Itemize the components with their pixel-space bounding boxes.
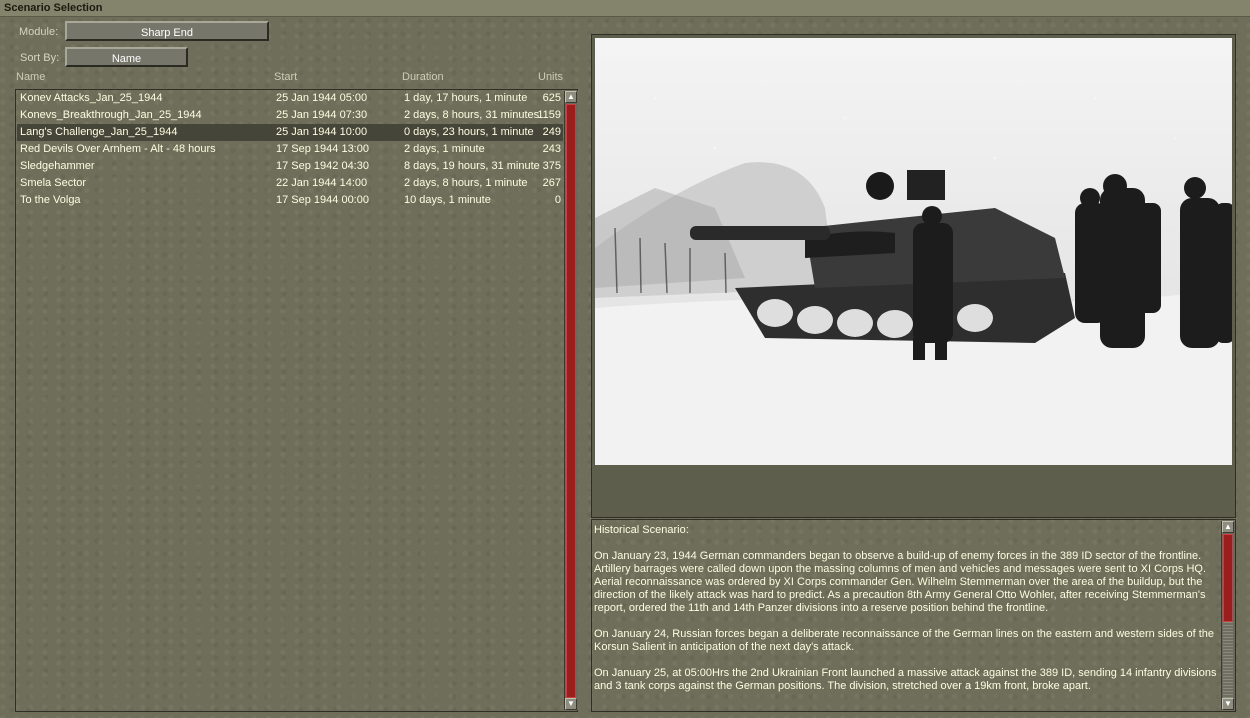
scenario-description-box[interactable] bbox=[591, 519, 1236, 712]
scenario-row[interactable] bbox=[17, 107, 563, 124]
scenario-duration: 2 days, 8 hours, 1 minute bbox=[404, 177, 528, 189]
column-header-duration[interactable]: Duration bbox=[402, 71, 444, 83]
scroll-track[interactable] bbox=[1223, 622, 1233, 698]
scroll-down-arrow-icon[interactable]: ▼ bbox=[1222, 698, 1234, 710]
scenario-row[interactable] bbox=[17, 141, 563, 158]
column-header-start[interactable]: Start bbox=[274, 71, 298, 83]
description-heading: Historical Scenario: bbox=[594, 524, 689, 536]
scenario-name: To the Volga bbox=[20, 194, 81, 206]
scenario-image-frame bbox=[591, 34, 1236, 518]
scenario-units: 625 bbox=[542, 92, 561, 104]
scenario-duration: 1 day, 17 hours, 1 minute bbox=[404, 92, 528, 104]
scenario-list[interactable] bbox=[15, 89, 578, 712]
scenario-start: 22 Jan 1944 14:00 bbox=[276, 177, 368, 189]
scenario-units: 375 bbox=[542, 160, 561, 172]
scenario-description bbox=[594, 524, 1219, 706]
scenario-name: Lang's Challenge_Jan_25_1944 bbox=[20, 126, 178, 138]
column-header-units[interactable]: Units bbox=[538, 71, 564, 83]
scenario-start: 25 Jan 1944 05:00 bbox=[276, 92, 368, 104]
scroll-up-arrow-icon[interactable]: ▲ bbox=[1222, 521, 1234, 533]
scenario-row[interactable] bbox=[17, 124, 563, 141]
scenario-start: 25 Jan 1944 10:00 bbox=[276, 126, 368, 138]
scenario-start: 17 Sep 1944 00:00 bbox=[276, 194, 369, 206]
scenario-list-scrollbar[interactable] bbox=[564, 91, 578, 710]
scenario-units: 249 bbox=[542, 126, 561, 138]
scenario-name: Smela Sector bbox=[20, 177, 87, 189]
description-scrollbar[interactable] bbox=[1221, 521, 1235, 710]
scenario-duration: 8 days, 19 hours, 31 minute bbox=[404, 160, 540, 172]
sort-by-label: Sort By: bbox=[20, 52, 60, 64]
scenario-duration: 2 days, 8 hours, 31 minutes bbox=[404, 109, 540, 121]
window-title: Scenario Selection bbox=[0, 0, 1250, 17]
module-select-button[interactable]: Sharp End bbox=[65, 21, 269, 41]
scenario-name: Red Devils Over Arnhem - Alt - 48 hours bbox=[20, 143, 216, 155]
scenario-duration: 10 days, 1 minute bbox=[404, 194, 491, 206]
scenario-row[interactable] bbox=[17, 192, 563, 209]
scroll-up-arrow-icon[interactable]: ▲ bbox=[565, 91, 577, 103]
scenario-units: 243 bbox=[542, 143, 561, 155]
scenario-row[interactable] bbox=[17, 158, 563, 175]
scenario-start: 25 Jan 1944 07:30 bbox=[276, 109, 368, 121]
scenario-name: Konevs_Breakthrough_Jan_25_1944 bbox=[20, 109, 202, 121]
scenario-units: 267 bbox=[542, 177, 561, 189]
scenario-units: 1159 bbox=[537, 109, 561, 121]
scenario-name: Sledgehammer bbox=[20, 160, 95, 172]
module-label: Module: bbox=[19, 26, 59, 38]
scroll-down-arrow-icon[interactable]: ▼ bbox=[565, 698, 577, 710]
description-paragraph: On January 25, at 05:00Hrs the 2nd Ukrainian Front launched a massive attack against the 389 ID, sending 14 infantry divisions and 3 tank corps against the German positions. The division, stretched over a 19km front, broke apart. bbox=[594, 667, 1217, 692]
scenario-duration: 0 days, 23 hours, 1 minute bbox=[404, 126, 534, 138]
scenario-name: Konev Attacks_Jan_25_1944 bbox=[20, 92, 163, 104]
scenario-row[interactable] bbox=[17, 175, 563, 192]
scenario-start: 17 Sep 1944 13:00 bbox=[276, 143, 369, 155]
scroll-thumb[interactable] bbox=[1223, 534, 1233, 622]
column-header-name[interactable]: Name bbox=[16, 71, 46, 83]
scenario-duration: 2 days, 1 minute bbox=[404, 143, 485, 155]
scenario-units: 0 bbox=[554, 194, 561, 206]
scenario-row[interactable] bbox=[17, 90, 563, 107]
scroll-thumb[interactable] bbox=[566, 104, 576, 698]
scenario-start: 17 Sep 1942 04:30 bbox=[276, 160, 369, 172]
sort-by-button[interactable]: Name bbox=[65, 47, 188, 67]
scenario-photo bbox=[595, 38, 1232, 465]
description-paragraph: On January 24, Russian forces began a deliberate reconnaissance of the German lines on the eastern and western sides of the Korsun Salient in anticipation of the next day's attack. bbox=[594, 628, 1215, 653]
description-paragraph: On January 23, 1944 German commanders began to observe a build-up of enemy forces in the 389 ID sector of the frontline. Artillery barrages were called down upon the massing columns of men and vehicles and messages were sent to XI Corps HQ. Aerial reconnaissance was ordered by XI Corps commander Gen. Wilhelm Stemmerman over the area of the buildup, but the direction of the likely attack was hard to predict. As a precaution 8th Army General Otto Wohler, after receiving Stemmerman's report, ordered the 11th and 14th Panzer divisions into a reserve position behind the frontline. bbox=[594, 550, 1207, 614]
